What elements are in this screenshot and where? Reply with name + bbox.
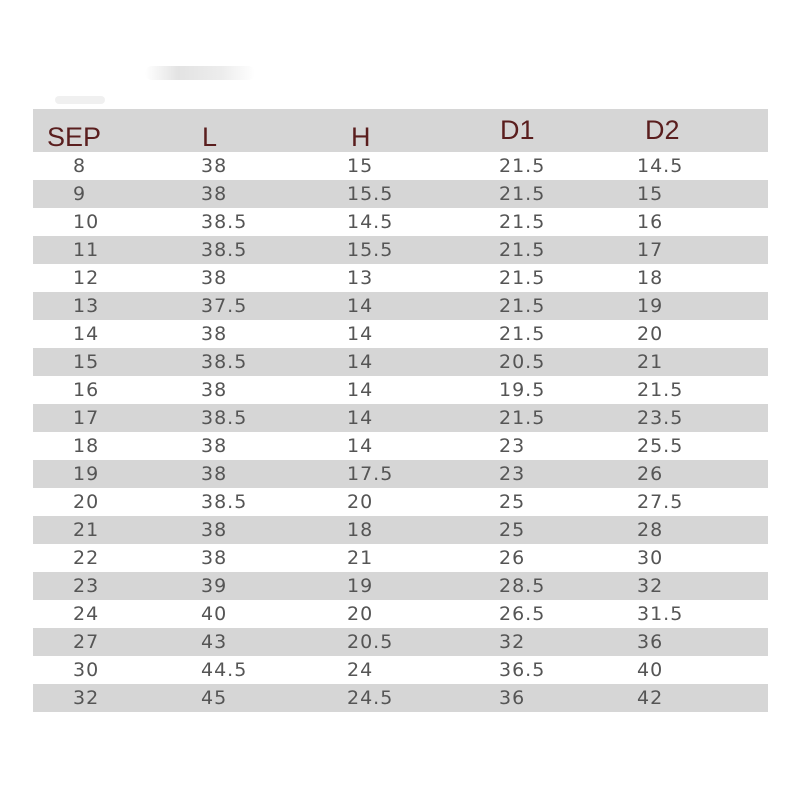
cell-l: 38.5 bbox=[201, 351, 248, 373]
cell-h: 14 bbox=[347, 351, 374, 373]
cell-h: 20 bbox=[347, 603, 374, 625]
table-row bbox=[33, 432, 768, 460]
cell-d2: 21 bbox=[637, 351, 664, 373]
table-row bbox=[33, 348, 768, 376]
cell-l: 38 bbox=[201, 323, 228, 345]
cell-h: 20 bbox=[347, 491, 374, 513]
cell-d1: 26 bbox=[499, 547, 526, 569]
cell-l: 38 bbox=[201, 183, 228, 205]
cell-d1: 25 bbox=[499, 519, 526, 541]
table-row bbox=[33, 292, 768, 320]
cell-sep: 16 bbox=[73, 379, 100, 401]
cell-d2: 28 bbox=[637, 519, 664, 541]
faded-watermark-small bbox=[55, 96, 105, 104]
cell-d2: 25.5 bbox=[637, 435, 684, 457]
cell-h: 14 bbox=[347, 295, 374, 317]
header-l: L bbox=[202, 122, 218, 152]
cell-d2: 27.5 bbox=[637, 491, 684, 513]
dimension-table bbox=[33, 109, 768, 712]
cell-d1: 25 bbox=[499, 491, 526, 513]
cell-h: 15.5 bbox=[347, 239, 394, 261]
cell-h: 20.5 bbox=[347, 631, 394, 653]
cell-sep: 32 bbox=[73, 687, 100, 709]
cell-d1: 19.5 bbox=[499, 379, 546, 401]
cell-l: 38 bbox=[201, 463, 228, 485]
cell-d2: 16 bbox=[637, 211, 664, 233]
table-row bbox=[33, 208, 768, 236]
cell-sep: 9 bbox=[73, 183, 87, 205]
table-body bbox=[33, 152, 768, 712]
cell-h: 13 bbox=[347, 267, 374, 289]
table-row bbox=[33, 516, 768, 544]
table-row bbox=[33, 572, 768, 600]
table-row bbox=[33, 656, 768, 684]
cell-d1: 32 bbox=[499, 631, 526, 653]
cell-d1: 26.5 bbox=[499, 603, 546, 625]
cell-d2: 14.5 bbox=[637, 155, 684, 177]
table-row bbox=[33, 376, 768, 404]
cell-sep: 18 bbox=[73, 435, 100, 457]
header-h: H bbox=[351, 122, 371, 152]
cell-l: 38.5 bbox=[201, 491, 248, 513]
cell-h: 15 bbox=[347, 155, 374, 177]
cell-d1: 20.5 bbox=[499, 351, 546, 373]
cell-d1: 21.5 bbox=[499, 211, 546, 233]
cell-l: 38 bbox=[201, 155, 228, 177]
cell-d2: 23.5 bbox=[637, 407, 684, 429]
cell-sep: 11 bbox=[73, 239, 100, 261]
cell-h: 14.5 bbox=[347, 211, 394, 233]
cell-l: 45 bbox=[201, 687, 228, 709]
table-row bbox=[33, 264, 768, 292]
table-row bbox=[33, 236, 768, 264]
cell-h: 18 bbox=[347, 519, 374, 541]
cell-d1: 21.5 bbox=[499, 407, 546, 429]
cell-l: 40 bbox=[201, 603, 228, 625]
table-row bbox=[33, 684, 768, 712]
cell-l: 38 bbox=[201, 519, 228, 541]
cell-d2: 26 bbox=[637, 463, 664, 485]
cell-sep: 27 bbox=[73, 631, 100, 653]
cell-h: 24.5 bbox=[347, 687, 394, 709]
cell-d2: 21.5 bbox=[637, 379, 684, 401]
cell-sep: 20 bbox=[73, 491, 100, 513]
table-row bbox=[33, 628, 768, 656]
cell-l: 43 bbox=[201, 631, 228, 653]
faded-watermark bbox=[145, 66, 255, 80]
header-d2: D2 bbox=[645, 115, 680, 145]
header-d1: D1 bbox=[500, 115, 535, 145]
cell-sep: 14 bbox=[73, 323, 100, 345]
cell-sep: 19 bbox=[73, 463, 100, 485]
cell-l: 38 bbox=[201, 435, 228, 457]
cell-l: 37.5 bbox=[201, 295, 248, 317]
cell-l: 38 bbox=[201, 267, 228, 289]
cell-d1: 21.5 bbox=[499, 295, 546, 317]
header-sep: SEP bbox=[47, 122, 102, 152]
cell-d2: 20 bbox=[637, 323, 664, 345]
table-row bbox=[33, 320, 768, 348]
cell-d1: 21.5 bbox=[499, 183, 546, 205]
cell-sep: 13 bbox=[73, 295, 100, 317]
cell-h: 14 bbox=[347, 323, 374, 345]
cell-h: 15.5 bbox=[347, 183, 394, 205]
cell-d2: 31.5 bbox=[637, 603, 684, 625]
cell-d1: 21.5 bbox=[499, 323, 546, 345]
cell-d1: 28.5 bbox=[499, 575, 546, 597]
cell-d2: 40 bbox=[637, 659, 664, 681]
cell-sep: 24 bbox=[73, 603, 100, 625]
table-row bbox=[33, 152, 768, 180]
cell-d1: 21.5 bbox=[499, 267, 546, 289]
table-row bbox=[33, 180, 768, 208]
cell-d1: 21.5 bbox=[499, 239, 546, 261]
cell-d2: 15 bbox=[637, 183, 664, 205]
table-row bbox=[33, 404, 768, 432]
cell-d2: 42 bbox=[637, 687, 664, 709]
cell-sep: 8 bbox=[73, 155, 87, 177]
cell-d1: 21.5 bbox=[499, 155, 546, 177]
cell-sep: 21 bbox=[73, 519, 100, 541]
cell-sep: 30 bbox=[73, 659, 100, 681]
cell-l: 39 bbox=[201, 575, 228, 597]
cell-d2: 17 bbox=[637, 239, 664, 261]
cell-d2: 30 bbox=[637, 547, 664, 569]
cell-l: 38 bbox=[201, 379, 228, 401]
cell-d2: 18 bbox=[637, 267, 664, 289]
cell-l: 38.5 bbox=[201, 407, 248, 429]
cell-sep: 22 bbox=[73, 547, 100, 569]
table-row bbox=[33, 460, 768, 488]
cell-d1: 23 bbox=[499, 435, 526, 457]
cell-h: 14 bbox=[347, 407, 374, 429]
cell-h: 17.5 bbox=[347, 463, 394, 485]
table-row bbox=[33, 488, 768, 516]
cell-d2: 19 bbox=[637, 295, 664, 317]
cell-d1: 36.5 bbox=[499, 659, 546, 681]
cell-h: 24 bbox=[347, 659, 374, 681]
cell-sep: 12 bbox=[73, 267, 100, 289]
cell-l: 44.5 bbox=[201, 659, 248, 681]
table-row bbox=[33, 600, 768, 628]
cell-sep: 10 bbox=[73, 211, 100, 233]
cell-l: 38.5 bbox=[201, 239, 248, 261]
cell-h: 14 bbox=[347, 379, 374, 401]
cell-h: 21 bbox=[347, 547, 374, 569]
cell-d2: 36 bbox=[637, 631, 664, 653]
cell-l: 38 bbox=[201, 547, 228, 569]
cell-d1: 23 bbox=[499, 463, 526, 485]
cell-d2: 32 bbox=[637, 575, 664, 597]
cell-l: 38.5 bbox=[201, 211, 248, 233]
table-header-row bbox=[33, 109, 768, 152]
cell-sep: 23 bbox=[73, 575, 100, 597]
cell-h: 19 bbox=[347, 575, 374, 597]
cell-h: 14 bbox=[347, 435, 374, 457]
table-row bbox=[33, 544, 768, 572]
cell-sep: 15 bbox=[73, 351, 100, 373]
cell-sep: 17 bbox=[73, 407, 100, 429]
cell-d1: 36 bbox=[499, 687, 526, 709]
